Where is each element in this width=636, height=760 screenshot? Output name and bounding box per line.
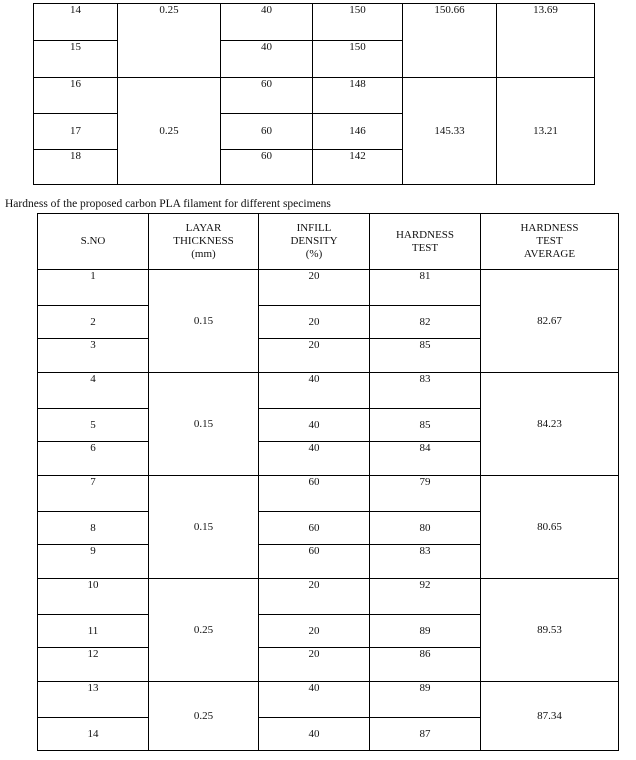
density-cell: 40 (259, 442, 370, 476)
average-cell: 84.23 (481, 373, 619, 476)
density-cell: 60 (259, 512, 370, 545)
thickness-cell: 0.25 (118, 4, 221, 78)
table-row (38, 373, 619, 409)
sno-cell: 7 (38, 476, 149, 512)
header-hardness: HARDNESS TEST (370, 214, 481, 270)
table-row (34, 78, 595, 114)
hardness-cell: 142 (313, 150, 403, 185)
sno-cell: 11 (38, 615, 149, 648)
average-cell: 87.34 (481, 682, 619, 751)
sno-cell: 16 (34, 78, 118, 114)
sno-cell: 14 (34, 4, 118, 41)
average-cell: 82.67 (481, 270, 619, 373)
hardness-cell: 89 (370, 615, 481, 648)
extra-cell: 13.69 (497, 4, 595, 78)
density-cell: 60 (259, 476, 370, 512)
density-cell: 40 (221, 41, 313, 78)
hardness-cell: 83 (370, 373, 481, 409)
hardness-cell: 80 (370, 512, 481, 545)
table-row (38, 579, 619, 615)
hardness-cell: 148 (313, 78, 403, 114)
table-row (38, 270, 619, 306)
sno-cell: 4 (38, 373, 149, 409)
density-cell: 60 (221, 114, 313, 150)
thickness-cell: 0.15 (149, 270, 259, 373)
hardness-cell: 82 (370, 306, 481, 339)
previous-table-continuation (33, 3, 595, 185)
extra-cell: 13.21 (497, 78, 595, 185)
density-cell: 20 (259, 615, 370, 648)
hardness-cell: 146 (313, 114, 403, 150)
hardness-cell: 150 (313, 4, 403, 41)
sno-cell: 2 (38, 306, 149, 339)
sno-cell: 8 (38, 512, 149, 545)
density-cell: 40 (259, 409, 370, 442)
density-cell: 40 (259, 373, 370, 409)
hardness-cell: 87 (370, 718, 481, 751)
hardness-cell: 83 (370, 545, 481, 579)
average-cell: 89.53 (481, 579, 619, 682)
sno-cell: 13 (38, 682, 149, 718)
density-cell: 60 (221, 78, 313, 114)
sno-cell: 17 (34, 114, 118, 150)
table-row (38, 476, 619, 512)
table-row (38, 682, 619, 718)
thickness-cell: 0.25 (149, 682, 259, 751)
density-cell: 60 (259, 545, 370, 579)
sno-cell: 15 (34, 41, 118, 78)
sno-cell: 6 (38, 442, 149, 476)
average-cell: 150.66 (403, 4, 497, 78)
density-cell: 40 (221, 4, 313, 41)
header-row (38, 214, 619, 270)
header-density: INFILL DENSITY (%) (259, 214, 370, 270)
average-cell: 145.33 (403, 78, 497, 185)
sno-cell: 5 (38, 409, 149, 442)
thickness-cell: 0.15 (149, 476, 259, 579)
table-row (34, 4, 595, 41)
hardness-cell: 92 (370, 579, 481, 615)
hardness-table (37, 213, 619, 751)
thickness-cell: 0.25 (118, 78, 221, 185)
sno-cell: 1 (38, 270, 149, 306)
hardness-cell: 89 (370, 682, 481, 718)
thickness-cell: 0.15 (149, 373, 259, 476)
density-cell: 20 (259, 339, 370, 373)
header-sno: S.NO (38, 214, 149, 270)
hardness-cell: 85 (370, 409, 481, 442)
thickness-cell: 0.25 (149, 579, 259, 682)
header-thickness: LAYAR THICKNESS (mm) (149, 214, 259, 270)
sno-cell: 18 (34, 150, 118, 185)
header-average: HARDNESS TEST AVERAGE (481, 214, 619, 270)
density-cell: 60 (221, 150, 313, 185)
density-cell: 20 (259, 579, 370, 615)
hardness-cell: 81 (370, 270, 481, 306)
sno-cell: 3 (38, 339, 149, 373)
table-caption: Hardness of the proposed carbon PLA filament for different specimens (5, 198, 331, 210)
density-cell: 20 (259, 270, 370, 306)
hardness-cell: 86 (370, 648, 481, 682)
hardness-cell: 150 (313, 41, 403, 78)
density-cell: 40 (259, 718, 370, 751)
hardness-cell: 84 (370, 442, 481, 476)
hardness-cell: 79 (370, 476, 481, 512)
density-cell: 20 (259, 306, 370, 339)
sno-cell: 12 (38, 648, 149, 682)
sno-cell: 14 (38, 718, 149, 751)
sno-cell: 10 (38, 579, 149, 615)
average-cell: 80.65 (481, 476, 619, 579)
hardness-cell: 85 (370, 339, 481, 373)
density-cell: 40 (259, 682, 370, 718)
density-cell: 20 (259, 648, 370, 682)
sno-cell: 9 (38, 545, 149, 579)
